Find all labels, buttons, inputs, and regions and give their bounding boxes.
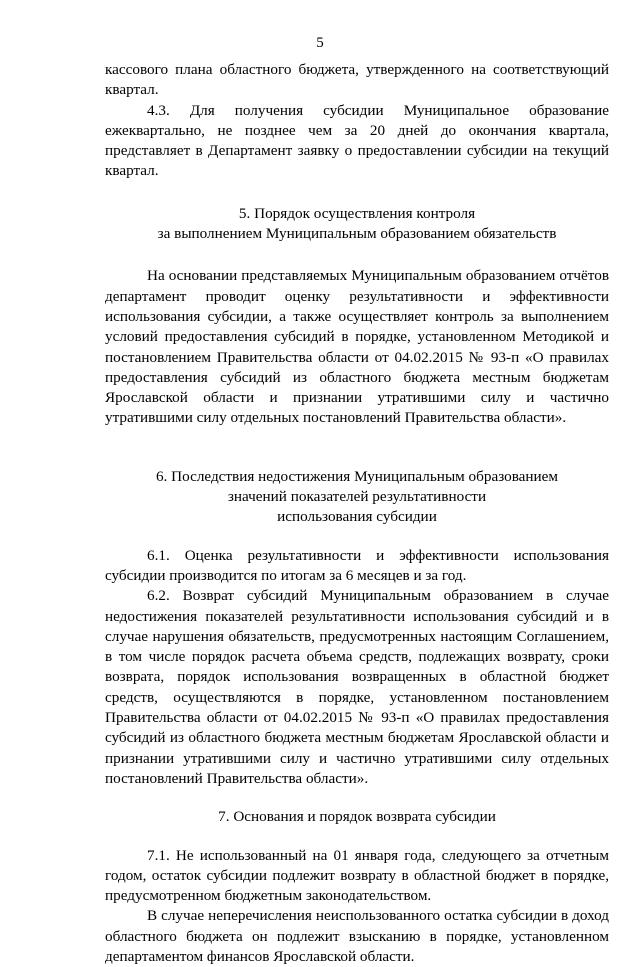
spacer bbox=[105, 789, 609, 807]
spacer bbox=[105, 244, 609, 266]
section-7-heading: 7. Основания и порядок возврата субсидии bbox=[218, 808, 496, 826]
section-5-heading-line-2: за выполнением Муниципальным образованием обязательств bbox=[157, 225, 557, 243]
spacer bbox=[105, 182, 609, 204]
section-5-heading-line-1: 5. Порядок осуществления контроля bbox=[238, 204, 476, 222]
paragraph-section-5: На основании представляемых Муниципальным образованием отчётов департамент проводит оценку результативности и эффективности использования субсидии, а также осуществляет контроль за выполнением условий предоставления субсидий в порядке, установленном Методикой и постановлением Правительства области от 04.02.2015 № 93-п «О правилах предоставления субсидий из областного бюджета местным бюджетам Ярославской области и признании утратившими силу и частично утратившими силу отдельных постановлений Правительства области». bbox=[105, 267, 609, 427]
page-number: 5 bbox=[316, 35, 324, 51]
paragraph-7-1: 7.1. Не использованный на 01 января года, следующего за отчетным годом, остаток субсидии подлежит возврату в областной бюджет в порядке, предусмотренном бюджетным законодательством. bbox=[105, 846, 609, 905]
section-6-heading-line-1: 6. Последствия недостижения Муниципальным образованием bbox=[155, 467, 559, 485]
paragraph-6-1: 6.1. Оценка результативности и эффективности использования субсидии производится по итогам за 6 месяцев и за год. bbox=[105, 546, 609, 584]
paragraph-continuation: кассового плана областного бюджета, утвержденного на соответствующий квартал. bbox=[105, 61, 609, 99]
spacer bbox=[105, 429, 609, 467]
spacer bbox=[105, 528, 609, 546]
paragraph-4-3: 4.3. Для получения субсидии Муниципальное образование ежеквартально, не позднее чем за 20 дней до окончания квартала, представляет в Департамент заявку о предоставлении субсидии на текущий квартал. bbox=[105, 101, 609, 180]
section-6-heading-line-3: использования субсидии bbox=[277, 508, 437, 526]
paragraph-6-2: 6.2. Возврат субсидий Муниципальным образованием в случае недостижения показателей результативности использования субсидий и в случае нарушения обязательств, предусмотренных настоящим Соглашением, в том числе порядок расчета объема средств, подлежащих возврату, сроки возврата, порядок использования возвращенных в областной бюджет средств, осуществляются в порядке, установленном постановлением Правительства области от 04.02.2015 № 93-п «О правилах предоставления субсидий из областного бюджета местным бюджетам Ярославской области и признании утратившими силу и частично утратившими силу отдельных постановлений Правительства области». bbox=[105, 587, 609, 787]
paragraph-7-2: В случае неперечисления неиспользованного остатка субсидии в доход областного бюджета он подлежит взысканию в порядке, установленном департаментом финансов Ярославской области. bbox=[105, 907, 609, 965]
document-body bbox=[105, 60, 609, 967]
section-6-heading-line-2: значений показателей результативности bbox=[227, 488, 487, 506]
spacer bbox=[105, 828, 609, 846]
